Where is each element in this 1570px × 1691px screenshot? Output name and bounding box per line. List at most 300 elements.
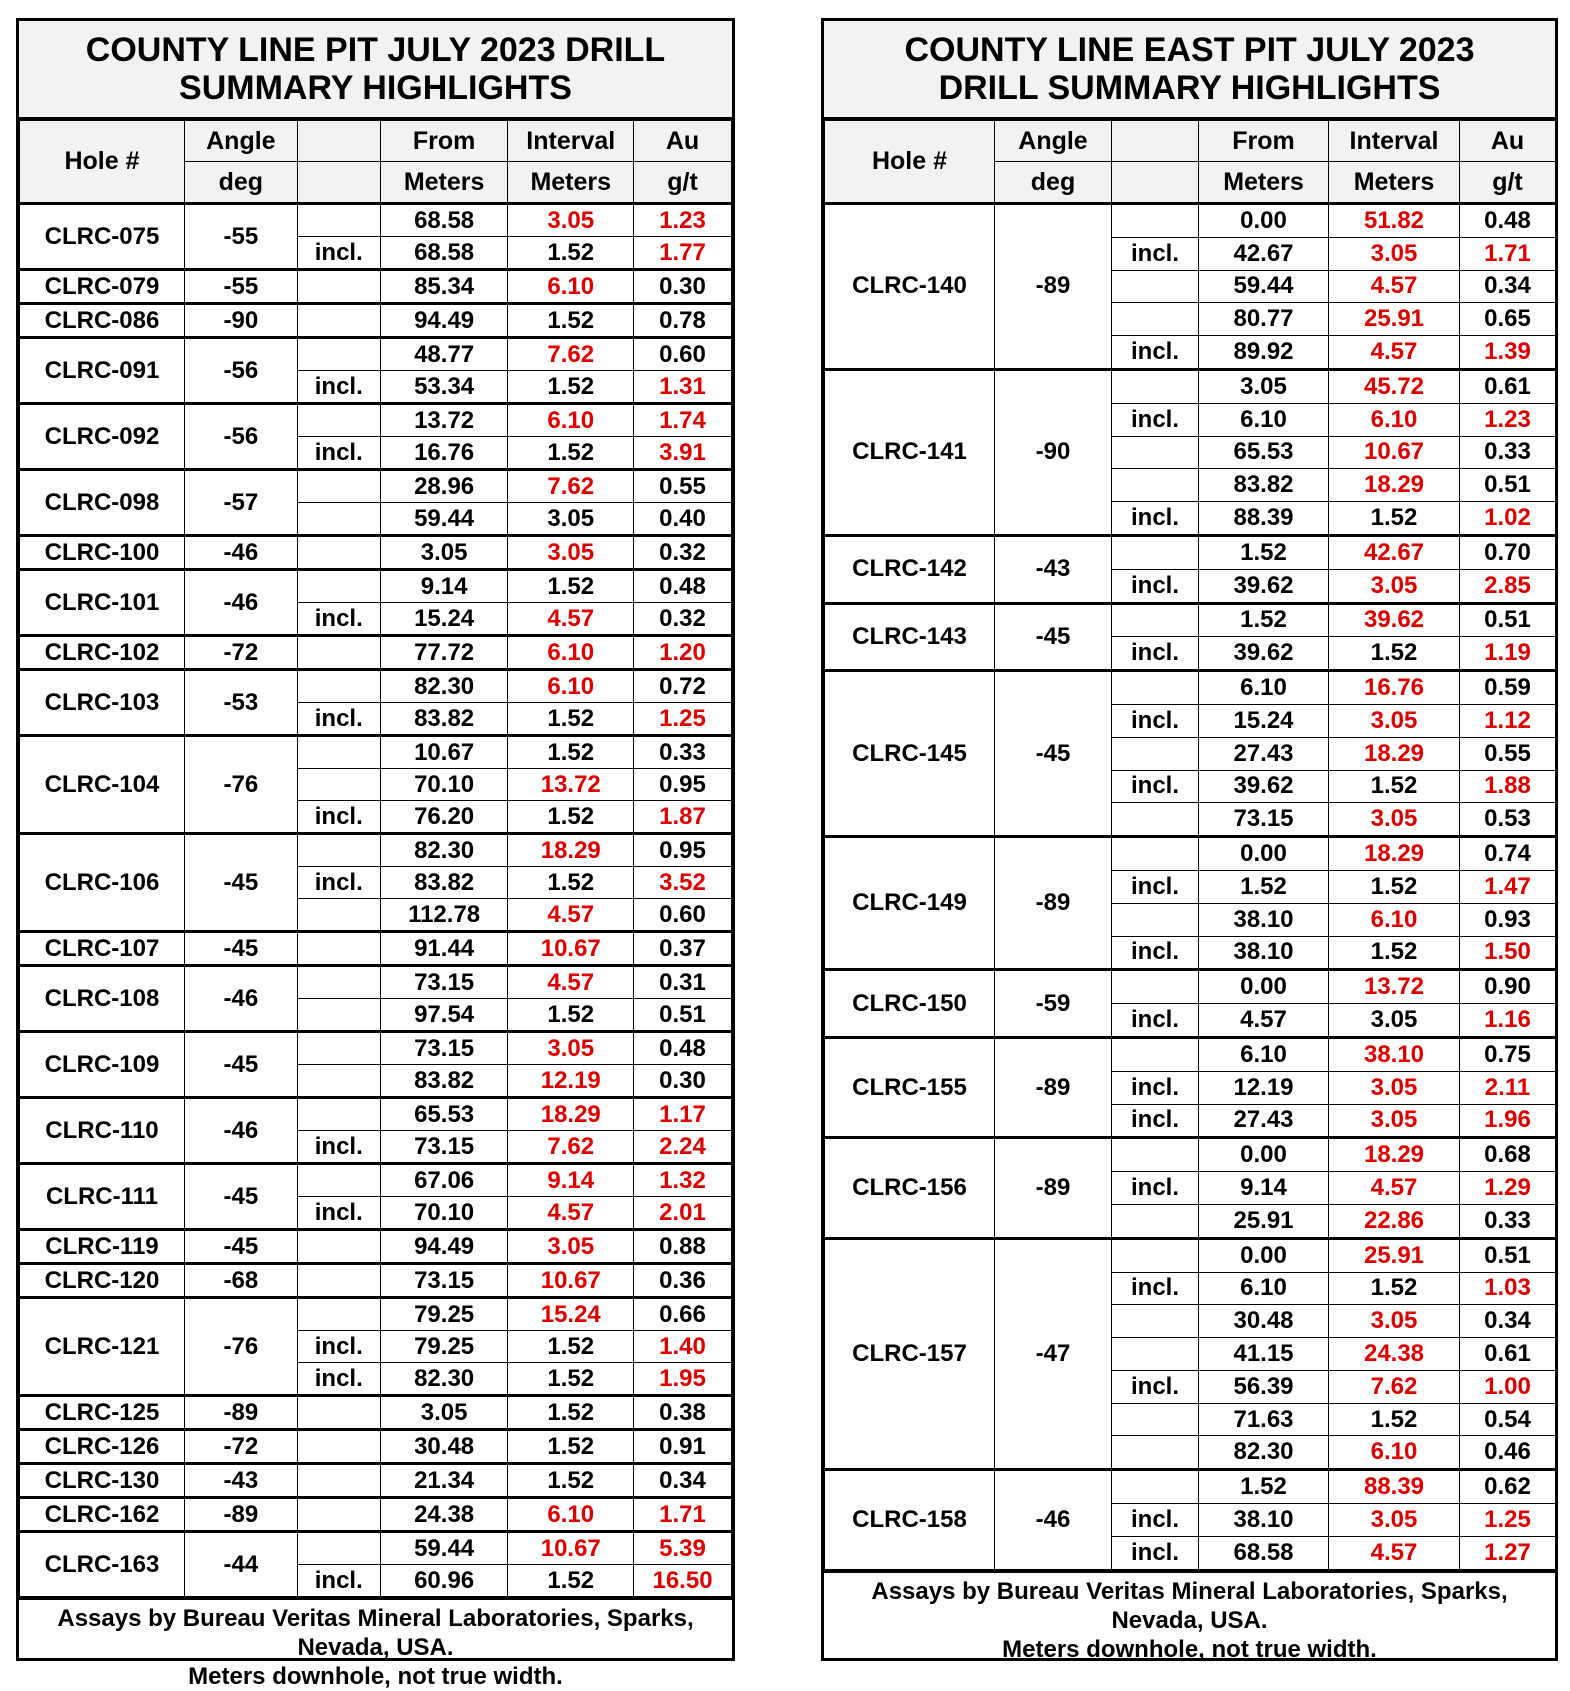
hole-group: [20, 338, 732, 404]
table-row: [20, 470, 732, 503]
hole-id-cell: CLRC-098: [20, 470, 185, 536]
au-cell: 0.60: [634, 338, 732, 371]
hole-id-cell: CLRC-125: [20, 1396, 185, 1430]
angle-cell: -57: [184, 470, 297, 536]
incl-cell: incl.: [1112, 1004, 1199, 1038]
angle-cell: -55: [184, 270, 297, 304]
hole-id-cell: CLRC-102: [20, 636, 185, 670]
incl-cell: [1112, 1470, 1199, 1504]
col-incl: [1112, 121, 1199, 162]
from-cell: 73.15: [380, 1131, 508, 1164]
au-cell: 1.23: [1460, 403, 1556, 436]
panel-title: [824, 21, 1555, 120]
from-cell: 73.15: [380, 966, 508, 999]
au-cell: 0.32: [634, 603, 732, 636]
au-cell: 1.25: [1460, 1504, 1556, 1537]
interval-cell: 3.05: [1329, 1305, 1460, 1338]
incl-cell: [297, 570, 380, 603]
incl-cell: [297, 1464, 380, 1498]
au-cell: 1.20: [634, 636, 732, 670]
au-cell: 0.78: [634, 304, 732, 338]
hole-id-cell: CLRC-109: [20, 1032, 185, 1098]
hole-group: [825, 535, 1556, 603]
incl-cell: [297, 899, 380, 932]
from-cell: 6.10: [1199, 403, 1329, 436]
from-cell: 73.15: [380, 1264, 508, 1298]
interval-cell: 39.62: [1329, 603, 1460, 637]
footnote-line-3: Meters downhole, not true width.: [1002, 1635, 1377, 1663]
incl-cell: [297, 999, 380, 1032]
au-cell: 0.61: [1460, 369, 1556, 403]
interval-cell: 42.67: [1329, 535, 1460, 569]
from-cell: 10.67: [380, 736, 508, 769]
from-cell: 15.24: [380, 603, 508, 636]
hole-group: [20, 636, 732, 670]
interval-cell: 1.52: [508, 1396, 634, 1430]
au-cell: 1.31: [634, 371, 732, 404]
au-cell: 0.32: [634, 536, 732, 570]
table-row: [825, 369, 1556, 403]
title-line-2: SUMMARY HIGHLIGHTS: [179, 69, 572, 107]
col-from: From: [380, 121, 508, 162]
interval-cell: 1.52: [1329, 1403, 1460, 1436]
from-cell: 88.39: [1199, 502, 1329, 536]
interval-cell: 4.57: [508, 603, 634, 636]
interval-cell: 3.05: [1329, 1504, 1460, 1537]
au-cell: 0.48: [634, 1032, 732, 1065]
table-row: [20, 1098, 732, 1131]
drill-table: [19, 120, 732, 1597]
incl-cell: [297, 834, 380, 867]
from-cell: 80.77: [1199, 303, 1329, 336]
table-row: [825, 204, 1556, 238]
interval-cell: 18.29: [508, 1098, 634, 1131]
table-row: [20, 670, 732, 703]
incl-cell: incl.: [1112, 637, 1199, 671]
interval-cell: 13.72: [508, 769, 634, 801]
hole-id-cell: CLRC-156: [825, 1138, 995, 1238]
from-cell: 59.44: [380, 1532, 508, 1565]
incl-cell: [1112, 436, 1199, 469]
title-line-2: DRILL SUMMARY HIGHLIGHTS: [938, 69, 1441, 107]
from-cell: 83.82: [380, 703, 508, 736]
au-cell: 1.17: [634, 1098, 732, 1131]
col-incl-unit: [297, 162, 380, 204]
table-row: [20, 1464, 732, 1498]
angle-cell: -89: [184, 1498, 297, 1532]
footnote-line-3: Meters downhole, not true width.: [188, 1663, 563, 1690]
from-cell: 30.48: [1199, 1305, 1329, 1338]
hole-group: [20, 1164, 732, 1230]
hole-id-cell: CLRC-119: [20, 1230, 185, 1264]
hole-id-cell: CLRC-140: [825, 204, 995, 370]
col-au-unit: g/t: [634, 162, 732, 204]
interval-cell: 9.14: [508, 1164, 634, 1197]
angle-cell: -89: [995, 837, 1112, 970]
incl-cell: [1112, 270, 1199, 303]
table-row: [825, 970, 1556, 1004]
hole-group: [20, 932, 732, 966]
au-cell: 1.32: [634, 1164, 732, 1197]
angle-cell: -76: [184, 1298, 297, 1396]
incl-cell: [1112, 535, 1199, 569]
from-cell: 79.25: [380, 1331, 508, 1363]
au-cell: 1.88: [1460, 770, 1556, 803]
incl-cell: [1112, 204, 1199, 238]
table-row: [825, 1037, 1556, 1071]
table-row: [20, 1032, 732, 1065]
au-cell: 0.30: [634, 1065, 732, 1098]
from-cell: 77.72: [380, 636, 508, 670]
interval-cell: 6.10: [508, 636, 634, 670]
interval-cell: 3.05: [1329, 1071, 1460, 1104]
incl-cell: incl.: [297, 437, 380, 470]
au-cell: 0.33: [1460, 1204, 1556, 1238]
au-cell: 1.16: [1460, 1004, 1556, 1038]
au-cell: 0.34: [1460, 270, 1556, 303]
table-row: [825, 837, 1556, 871]
table-row: [20, 404, 732, 437]
hole-group: [20, 834, 732, 932]
from-cell: 56.39: [1199, 1370, 1329, 1403]
au-cell: 5.39: [634, 1532, 732, 1565]
col-au: Au: [634, 121, 732, 162]
au-cell: 0.60: [634, 899, 732, 932]
from-cell: 25.91: [1199, 1204, 1329, 1238]
incl-cell: incl.: [297, 801, 380, 834]
angle-cell: -72: [184, 1430, 297, 1464]
incl-cell: [297, 1430, 380, 1464]
table-row: [20, 1430, 732, 1464]
incl-cell: [1112, 369, 1199, 403]
interval-cell: 18.29: [1329, 737, 1460, 770]
incl-cell: [297, 1396, 380, 1430]
incl-cell: incl.: [297, 1363, 380, 1396]
angle-cell: -45: [995, 603, 1112, 671]
col-interval: Interval: [1329, 121, 1460, 162]
incl-cell: incl.: [1112, 1272, 1199, 1305]
incl-cell: [1112, 970, 1199, 1004]
from-cell: 9.14: [380, 570, 508, 603]
incl-cell: incl.: [1112, 336, 1199, 370]
interval-cell: 1.52: [508, 1430, 634, 1464]
from-cell: 39.62: [1199, 637, 1329, 671]
hole-id-cell: CLRC-111: [20, 1164, 185, 1230]
hole-id-cell: CLRC-163: [20, 1532, 185, 1597]
hole-group: [20, 404, 732, 470]
table-row: [20, 966, 732, 999]
table-row: [825, 603, 1556, 637]
hole-group: [825, 1238, 1556, 1470]
from-cell: 59.44: [1199, 270, 1329, 303]
table-row: [20, 536, 732, 570]
col-angle-unit: deg: [184, 162, 297, 204]
hole-group: [20, 1464, 732, 1498]
from-cell: 9.14: [1199, 1172, 1329, 1205]
hole-id-cell: CLRC-079: [20, 270, 185, 304]
interval-cell: 1.52: [1329, 770, 1460, 803]
from-cell: 28.96: [380, 470, 508, 503]
incl-cell: [1112, 303, 1199, 336]
from-cell: 59.44: [380, 503, 508, 536]
angle-cell: -45: [184, 834, 297, 932]
hole-id-cell: CLRC-103: [20, 670, 185, 736]
angle-cell: -89: [995, 204, 1112, 370]
table-row: [20, 204, 732, 237]
incl-cell: [297, 1532, 380, 1565]
incl-cell: incl.: [297, 1197, 380, 1230]
angle-cell: -44: [184, 1532, 297, 1597]
interval-cell: 51.82: [1329, 204, 1460, 238]
incl-cell: [1112, 671, 1199, 705]
angle-cell: -56: [184, 338, 297, 404]
col-interval: Interval: [508, 121, 634, 162]
hole-group: [20, 536, 732, 570]
au-cell: 0.55: [634, 470, 732, 503]
incl-cell: [297, 769, 380, 801]
title-line-1: COUNTY LINE PIT JULY 2023 DRILL: [85, 31, 666, 69]
from-cell: 39.62: [1199, 569, 1329, 603]
hole-group: [20, 1498, 732, 1532]
hole-group: [825, 1470, 1556, 1569]
au-cell: 1.74: [634, 404, 732, 437]
hole-group: [20, 1396, 732, 1430]
hole-group: [20, 270, 732, 304]
hole-group: [20, 670, 732, 736]
incl-cell: incl.: [1112, 1504, 1199, 1537]
incl-cell: [1112, 803, 1199, 837]
au-cell: 2.11: [1460, 1071, 1556, 1104]
hole-group: [20, 570, 732, 636]
hole-group: [20, 1098, 732, 1164]
incl-cell: [1112, 603, 1199, 637]
hole-group: [20, 304, 732, 338]
incl-cell: incl.: [297, 703, 380, 736]
au-cell: 1.12: [1460, 704, 1556, 737]
incl-cell: [1112, 1138, 1199, 1172]
hole-group: [825, 603, 1556, 671]
from-cell: 30.48: [380, 1430, 508, 1464]
interval-cell: 4.57: [1329, 1536, 1460, 1569]
interval-cell: 1.52: [508, 1363, 634, 1396]
au-cell: 0.66: [634, 1298, 732, 1331]
au-cell: 0.34: [1460, 1305, 1556, 1338]
interval-cell: 18.29: [508, 834, 634, 867]
table-row: [20, 1264, 732, 1298]
from-cell: 71.63: [1199, 1403, 1329, 1436]
au-cell: 0.51: [1460, 469, 1556, 502]
table-row: [20, 1164, 732, 1197]
incl-cell: incl.: [297, 603, 380, 636]
interval-cell: 3.05: [508, 503, 634, 536]
from-cell: 15.24: [1199, 704, 1329, 737]
interval-cell: 3.05: [508, 204, 634, 237]
table-row: [825, 1238, 1556, 1272]
incl-cell: [1112, 1338, 1199, 1371]
col-hole: Hole #: [825, 121, 995, 204]
hole-group: [20, 204, 732, 270]
au-cell: 1.39: [1460, 336, 1556, 370]
incl-cell: [297, 536, 380, 570]
hole-id-cell: CLRC-120: [20, 1264, 185, 1298]
au-cell: 0.34: [634, 1464, 732, 1498]
from-cell: 82.30: [380, 670, 508, 703]
from-cell: 112.78: [380, 899, 508, 932]
table-header: [825, 121, 1556, 204]
au-cell: 3.91: [634, 437, 732, 470]
interval-cell: 10.67: [508, 1264, 634, 1298]
angle-cell: -76: [184, 736, 297, 834]
table-row: [20, 932, 732, 966]
from-cell: 1.52: [1199, 535, 1329, 569]
interval-cell: 4.57: [508, 966, 634, 999]
hole-group: [20, 966, 732, 1032]
from-cell: 4.57: [1199, 1004, 1329, 1038]
interval-cell: 1.52: [508, 570, 634, 603]
table-row: [20, 834, 732, 867]
au-cell: 1.71: [1460, 237, 1556, 270]
col-from-unit: Meters: [380, 162, 508, 204]
footnote-line-1: Assays by Bureau Veritas Mineral Laboratories, Sparks,: [871, 1577, 1508, 1605]
interval-cell: 3.05: [508, 1230, 634, 1264]
interval-cell: 3.05: [508, 1032, 634, 1065]
table-row: [825, 535, 1556, 569]
incl-cell: [297, 470, 380, 503]
interval-cell: 1.52: [508, 801, 634, 834]
table-row: [825, 1470, 1556, 1504]
incl-cell: incl.: [1112, 569, 1199, 603]
incl-cell: [297, 1065, 380, 1098]
from-cell: 83.82: [1199, 469, 1329, 502]
incl-cell: [1112, 837, 1199, 871]
interval-cell: 25.91: [1329, 1238, 1460, 1272]
table-header: [20, 121, 732, 204]
au-cell: 0.72: [634, 670, 732, 703]
au-cell: 0.48: [1460, 204, 1556, 238]
au-cell: 0.70: [1460, 535, 1556, 569]
interval-cell: 1.52: [1329, 936, 1460, 970]
from-cell: 39.62: [1199, 770, 1329, 803]
from-cell: 41.15: [1199, 1338, 1329, 1371]
interval-cell: 22.86: [1329, 1204, 1460, 1238]
incl-cell: [297, 670, 380, 703]
au-cell: 0.51: [634, 999, 732, 1032]
hole-id-cell: CLRC-107: [20, 932, 185, 966]
au-cell: 1.02: [1460, 502, 1556, 536]
hole-group: [825, 369, 1556, 535]
from-cell: 65.53: [1199, 436, 1329, 469]
interval-cell: 1.52: [1329, 1272, 1460, 1305]
hole-group: [825, 1138, 1556, 1238]
table-row: [20, 1396, 732, 1430]
au-cell: 0.30: [634, 270, 732, 304]
interval-cell: 1.52: [508, 1464, 634, 1498]
county-line-pit-panel: [16, 18, 735, 1690]
interval-cell: 7.62: [508, 470, 634, 503]
from-cell: 89.92: [1199, 336, 1329, 370]
incl-cell: [297, 1164, 380, 1197]
au-cell: 1.27: [1460, 1536, 1556, 1569]
table-row: [20, 270, 732, 304]
from-cell: 79.25: [380, 1298, 508, 1331]
au-cell: 1.87: [634, 801, 732, 834]
incl-cell: [297, 966, 380, 999]
table-row: [20, 636, 732, 670]
incl-cell: [297, 1298, 380, 1331]
au-cell: 0.95: [634, 834, 732, 867]
col-angle: Angle: [995, 121, 1112, 162]
hole-group: [20, 1230, 732, 1264]
hole-group: [20, 1032, 732, 1098]
from-cell: 21.34: [380, 1464, 508, 1498]
incl-cell: [297, 270, 380, 304]
incl-cell: [297, 503, 380, 536]
incl-cell: [1112, 1037, 1199, 1071]
from-cell: 6.10: [1199, 1272, 1329, 1305]
hole-id-cell: CLRC-142: [825, 535, 995, 603]
hole-id-cell: CLRC-149: [825, 837, 995, 970]
from-cell: 3.05: [380, 1396, 508, 1430]
au-cell: 0.31: [634, 966, 732, 999]
angle-cell: -90: [184, 304, 297, 338]
interval-cell: 88.39: [1329, 1470, 1460, 1504]
interval-cell: 6.10: [1329, 1436, 1460, 1470]
interval-cell: 10.67: [508, 932, 634, 966]
au-cell: 0.51: [1460, 1238, 1556, 1272]
au-cell: 0.74: [1460, 837, 1556, 871]
incl-cell: [1112, 1403, 1199, 1436]
au-cell: 0.36: [634, 1264, 732, 1298]
from-cell: 13.72: [380, 404, 508, 437]
interval-cell: 4.57: [508, 899, 634, 932]
incl-cell: [297, 338, 380, 371]
from-cell: 53.34: [380, 371, 508, 404]
from-cell: 38.10: [1199, 936, 1329, 970]
angle-cell: -47: [995, 1238, 1112, 1470]
interval-cell: 18.29: [1329, 837, 1460, 871]
col-interval-unit: Meters: [1329, 162, 1460, 204]
interval-cell: 3.05: [508, 536, 634, 570]
au-cell: 0.53: [1460, 803, 1556, 837]
angle-cell: -46: [184, 1098, 297, 1164]
from-cell: 83.82: [380, 1065, 508, 1098]
incl-cell: [1112, 903, 1199, 936]
interval-cell: 3.05: [1329, 1104, 1460, 1138]
from-cell: 76.20: [380, 801, 508, 834]
interval-cell: 13.72: [1329, 970, 1460, 1004]
incl-cell: incl.: [297, 1565, 380, 1597]
from-cell: 0.00: [1199, 1238, 1329, 1272]
incl-cell: [297, 204, 380, 237]
au-cell: 0.91: [634, 1430, 732, 1464]
hole-group: [20, 1298, 732, 1396]
col-from-unit: Meters: [1199, 162, 1329, 204]
from-cell: 6.10: [1199, 1037, 1329, 1071]
incl-cell: incl.: [297, 1331, 380, 1363]
from-cell: 68.58: [1199, 1536, 1329, 1569]
from-cell: 0.00: [1199, 1138, 1329, 1172]
from-cell: 97.54: [380, 999, 508, 1032]
angle-cell: -45: [995, 671, 1112, 837]
interval-cell: 12.19: [508, 1065, 634, 1098]
from-cell: 16.76: [380, 437, 508, 470]
interval-cell: 1.52: [508, 304, 634, 338]
interval-cell: 1.52: [1329, 870, 1460, 903]
au-cell: 2.01: [634, 1197, 732, 1230]
au-cell: 1.40: [634, 1331, 732, 1363]
angle-cell: -43: [184, 1464, 297, 1498]
footnote-line-1: Assays by Bureau Veritas Mineral Laboratories, Sparks,: [57, 1605, 694, 1632]
